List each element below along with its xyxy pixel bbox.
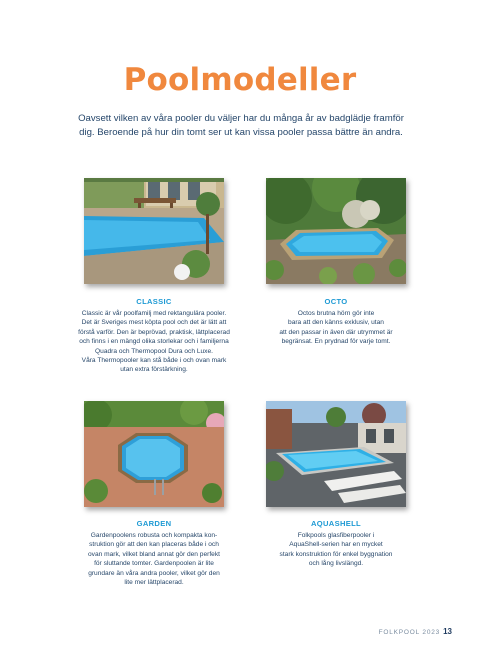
footer-label: FOLKPOOL 2023	[378, 629, 441, 636]
octo-description: Octos brutna hörn gör inte bara att den känns exklusiv, utan att den passar in även där utrymmet är begränsat. En prydnad för varje tomt.	[279, 310, 393, 346]
aquashell-pool-photo	[266, 401, 406, 507]
aquashell-heading: AQUASHELL	[311, 519, 361, 528]
aquashell-description: Folkpools glasfiberpooler i AquaShell-serien har en mycket stark konstruktion för enkel byggnation och lång livslängd.	[279, 532, 393, 568]
classic-heading: CLASSIC	[136, 297, 172, 306]
garden-heading: GARDEN	[136, 519, 172, 528]
page-footer	[379, 627, 452, 636]
garden-pool-photo	[84, 401, 224, 507]
classic-pool-photo	[84, 178, 224, 284]
garden-description: Gardenpoolens robusta och kompakta kon- struktion gör att den kan placeras både i och ovan mark, vilket bland annat gör den perfekt för sluttande tomter. Gardenpoolen är lite grundare än våra andra pooler, vilket gör den lite mer lättplacerad.	[88, 532, 220, 587]
octo-pool-photo	[266, 178, 406, 284]
page-title: Poolmodeller	[123, 62, 357, 98]
octo-heading: OCTO	[324, 297, 348, 306]
classic-description: Classic är vår poolfamilj med rektangulära pooler. Det är Sveriges mest köpta pool och det är lätt att förstå varför. Den är beprövad, praktisk, lättplacerad och finns i en mängd olika storlekar och i familjerna Quadra och Thermopool Dura och Luxe. Våra Thermopooler kan stå både i och ovan mark utan extra förstärkning.	[78, 310, 230, 374]
intro-text: Oavsett vilken av våra pooler du väljer har du många år av badglädje framför dig. Beroende på hur din tomt ser ut kan vissa pooler passa bättre än andra.	[78, 113, 404, 138]
page-number: 13	[443, 627, 452, 636]
